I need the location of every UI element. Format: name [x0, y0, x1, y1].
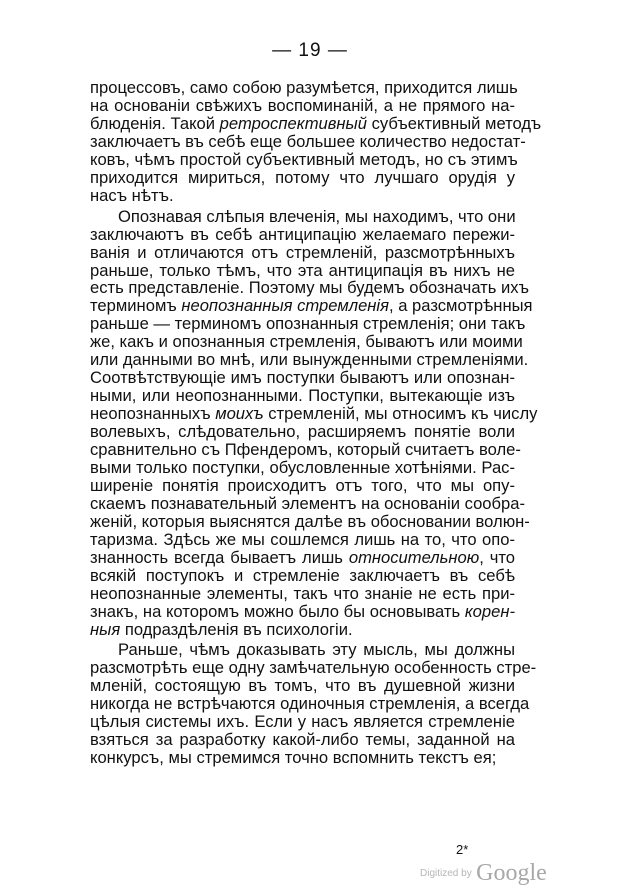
text-segment: неопознанные элементы, такъ что знаніе не есть при-	[90, 583, 515, 603]
watermark-google-logo: Google	[476, 860, 547, 886]
italic-text-segment: моихъ	[215, 404, 264, 424]
text-segment: подраздѣленія въ психологіи.	[120, 619, 353, 639]
text-segment: взяться за разработку какой-либо темы, заданной на	[90, 730, 515, 750]
text-segment: всякій поступокъ и стремленіе заключаетъ въ себѣ	[90, 565, 515, 585]
text-segment: процессовъ, само собою разумѣется, приходится лишь	[90, 78, 518, 97]
text-line	[90, 618, 515, 641]
text-segment: на основаніи свѣжихъ воспоминаній, а не прямого на-	[90, 95, 515, 115]
text-segment: знанность всегда бываетъ лишь	[90, 547, 349, 567]
text-segment: раньше — терминомъ опознанныя стремленія; они такъ	[90, 314, 526, 334]
text-segment: волевыхъ, слѣдовательно, расширяемъ понятіе воли	[90, 422, 515, 442]
text-segment: или данными во мнѣ, или вынужденными стремленіями.	[90, 350, 529, 370]
text-segment: никогда не встрѣчаются одиночныя стремленія, а всегда	[90, 694, 530, 714]
text-segment: Раньше, чѣмъ доказывать эту мысль, мы должны	[118, 640, 515, 660]
text-segment: конкурсъ, мы стремимся точно вспомнить текстъ ея;	[90, 748, 497, 768]
italic-text-segment: ретроспективный	[219, 113, 367, 133]
text-segment: разсмотрѣть еще одну замѣчательную особенность стре-	[90, 658, 537, 678]
italic-text-segment: ныя	[90, 619, 121, 639]
text-segment: Опознавая слѣпыя влеченія, мы находимъ, что они	[118, 206, 516, 226]
text-segment: неопознанныхъ	[90, 404, 216, 424]
page-number: — 19 —	[272, 40, 348, 61]
text-segment: мленій, состоящую въ томъ, что въ душевной жизни	[90, 676, 515, 696]
italic-text-segment: неопознанныя стремленія	[181, 296, 389, 316]
text-segment: насъ нѣтъ.	[90, 185, 174, 205]
text-segment: сравнительно съ Пфендеромъ, который считаетъ воле-	[90, 440, 521, 460]
text-line	[90, 746, 515, 769]
text-segment: раньше, только тѣмъ, что эта антиципація въ нихъ не	[90, 260, 515, 280]
text-segment: есть представленіе. Поэтому мы будемъ обозначать ихъ	[90, 278, 529, 298]
printer-signature-mark: 2*	[456, 842, 469, 857]
text-segment: , что	[479, 547, 515, 567]
text-segment: заключаетъ въ себѣ еще большее количество недостат-	[90, 131, 526, 151]
text-segment: цѣлыя системы ихъ. Если у насъ является стремленіе	[90, 712, 515, 732]
text-segment: блюденія. Такой	[90, 113, 220, 133]
italic-text-segment: относительною	[348, 547, 480, 567]
italic-text-segment: корен-	[464, 601, 515, 621]
text-segment: терминомъ	[90, 296, 182, 316]
text-segment: заключаютъ въ себѣ антиципацію желаемаго пережи-	[90, 224, 515, 244]
watermark-digitized-label: Digitized by	[420, 868, 472, 879]
text-segment: же, какъ и опознанныя стремленія, бываютъ или моими	[90, 332, 523, 352]
text-segment: женій, которыя выяснятся далѣе въ обосновании волюн-	[90, 511, 530, 531]
text-segment: , а разсмотрѣнныя	[388, 296, 533, 316]
text-segment: таризма. Здѣсь же мы сошлемся лишь на то, что опо-	[90, 529, 515, 549]
text-segment: приходится мириться, потому что лучшаго орудія у	[90, 167, 515, 187]
text-segment: знакъ, на которомъ можно было бы основывать	[90, 601, 465, 621]
text-segment: выми только поступки, обусловленные хотѣніями. Рас-	[90, 457, 515, 477]
text-segment: субъективный методъ	[367, 113, 542, 133]
google-watermark	[420, 860, 615, 890]
text-segment: стремленій, мы относимъ къ числу	[263, 404, 538, 424]
text-segment: ковъ, чѣмъ простой субъективный методъ, но съ этимъ	[90, 149, 518, 169]
text-line	[90, 184, 515, 207]
text-segment: ширеніе понятія происходитъ отъ того, что мы опу-	[90, 475, 515, 495]
text-segment: Соотвѣтствующіе имъ поступки бываютъ или опознан-	[90, 368, 515, 388]
text-segment: ными, или неопознанными. Поступки, вытекающіе изъ	[90, 386, 515, 406]
text-segment: ванія и отличаются отъ стремленій, разсмотрѣнныхъ	[90, 242, 515, 262]
text-segment: скаемъ познавательный элементъ на основаніи сообра-	[90, 493, 526, 513]
